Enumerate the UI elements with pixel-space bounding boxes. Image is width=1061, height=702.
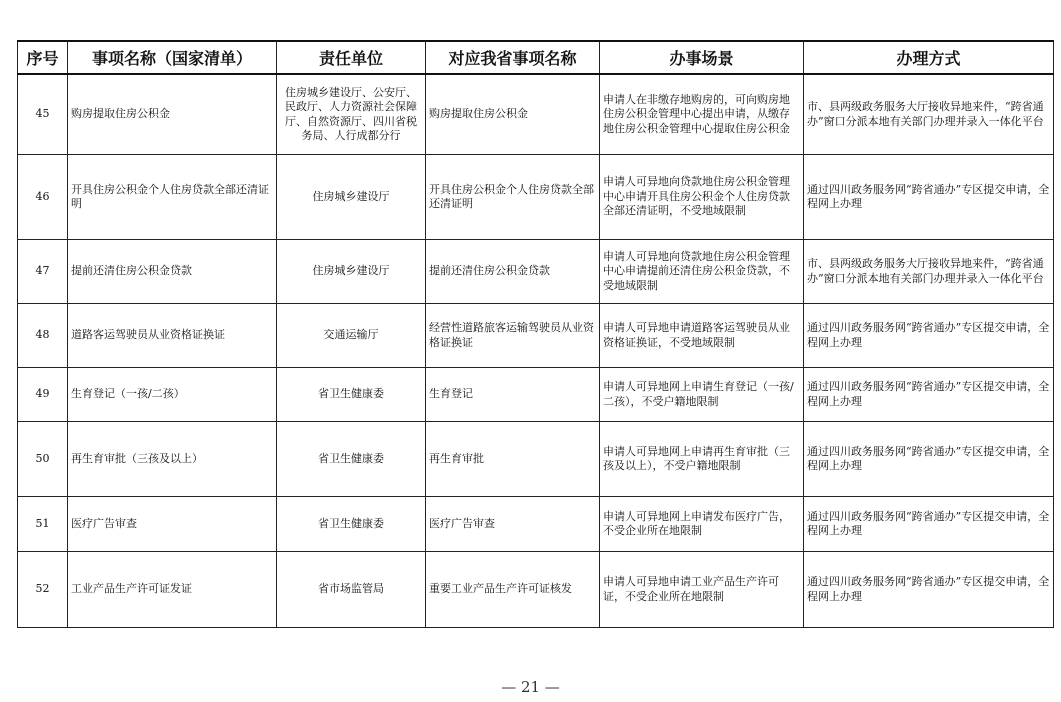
cell-provincial-item: 购房提取住房公积金	[426, 74, 600, 155]
cell-scenario: 申请人可异地网上申请再生育审批（三孩及以上），不受户籍地限制	[600, 422, 804, 497]
cell-provincial-item: 提前还清住房公积金贷款	[426, 240, 600, 304]
cell-item-name: 医疗广告审查	[68, 497, 277, 552]
cell-item-name: 再生育审批（三孩及以上）	[68, 422, 277, 497]
cell-responsible-unit: 省卫生健康委	[277, 368, 426, 422]
cell-item-name: 开具住房公积金个人住房贷款全部还清证明	[68, 155, 277, 240]
cell-responsible-unit: 省市场监管局	[277, 552, 426, 628]
table-row	[18, 155, 1054, 240]
table-row	[18, 304, 1054, 368]
cell-provincial-item: 再生育审批	[426, 422, 600, 497]
cell-serial-no: 48	[18, 304, 68, 368]
header-serial-no: 序号	[18, 41, 68, 74]
cell-item-name: 工业产品生产许可证发证	[68, 552, 277, 628]
cell-method: 通过四川政务服务网“跨省通办”专区提交申请，全程网上办理	[804, 368, 1054, 422]
cell-item-name: 提前还清住房公积金贷款	[68, 240, 277, 304]
cell-provincial-item: 重要工业产品生产许可证核发	[426, 552, 600, 628]
document-page	[17, 40, 1053, 628]
cell-serial-no: 51	[18, 497, 68, 552]
cell-scenario: 申请人可异地网上申请发布医疗广告，不受企业所在地限制	[600, 497, 804, 552]
cell-method: 通过四川政务服务网“跨省通办”专区提交申请，全程网上办理	[804, 155, 1054, 240]
table-row	[18, 497, 1054, 552]
table-row	[18, 240, 1054, 304]
cell-item-name: 道路客运驾驶员从业资格证换证	[68, 304, 277, 368]
page-number: — 21 —	[501, 678, 560, 696]
cell-scenario: 申请人可异地申请道路客运驾驶员从业资格证换证，不受地域限制	[600, 304, 804, 368]
cell-method: 市、县两级政务服务大厅接收异地来件，“跨省通办”窗口分派本地有关部门办理并录入一体化平台	[804, 74, 1054, 155]
cell-serial-no: 50	[18, 422, 68, 497]
cell-method: 市、县两级政务服务大厅接收异地来件，“跨省通办”窗口分派本地有关部门办理并录入一体化平台	[804, 240, 1054, 304]
table-row	[18, 552, 1054, 628]
cell-responsible-unit: 住房城乡建设厅	[277, 155, 426, 240]
cell-item-name: 购房提取住房公积金	[68, 74, 277, 155]
cell-item-name: 生育登记（一孩/二孩）	[68, 368, 277, 422]
cell-serial-no: 52	[18, 552, 68, 628]
cell-serial-no: 46	[18, 155, 68, 240]
cell-provincial-item: 生育登记	[426, 368, 600, 422]
cell-scenario: 申请人在非缴存地购房的，可向购房地住房公积金管理中心提出申请，从缴存地住房公积金管理中心提取住房公积金	[600, 74, 804, 155]
header-provincial-item: 对应我省事项名称	[426, 41, 600, 74]
table-row	[18, 74, 1054, 155]
cell-responsible-unit: 交通运输厅	[277, 304, 426, 368]
cell-method: 通过四川政务服务网“跨省通办”专区提交申请，全程网上办理	[804, 304, 1054, 368]
cell-serial-no: 49	[18, 368, 68, 422]
cell-method: 通过四川政务服务网“跨省通办”专区提交申请，全程网上办理	[804, 552, 1054, 628]
table-row	[18, 422, 1054, 497]
cell-responsible-unit: 住房城乡建设厅、公安厅、民政厅、人力资源社会保障厅、自然资源厅、四川省税务局、人行成都分行	[277, 74, 426, 155]
cell-responsible-unit: 省卫生健康委	[277, 422, 426, 497]
table-header-row	[18, 41, 1054, 74]
cell-provincial-item: 经营性道路旅客运输驾驶员从业资格证换证	[426, 304, 600, 368]
service-items-table	[17, 40, 1054, 628]
cell-responsible-unit: 省卫生健康委	[277, 497, 426, 552]
cell-serial-no: 47	[18, 240, 68, 304]
header-item-name: 事项名称（国家清单）	[68, 41, 277, 74]
header-responsible-unit: 责任单位	[277, 41, 426, 74]
cell-responsible-unit: 住房城乡建设厅	[277, 240, 426, 304]
cell-method: 通过四川政务服务网“跨省通办”专区提交申请，全程网上办理	[804, 422, 1054, 497]
cell-method: 通过四川政务服务网“跨省通办”专区提交申请，全程网上办理	[804, 497, 1054, 552]
cell-provincial-item: 医疗广告审查	[426, 497, 600, 552]
cell-scenario: 申请人可异地向贷款地住房公积金管理中心申请提前还清住房公积金贷款，不受地域限制	[600, 240, 804, 304]
cell-serial-no: 45	[18, 74, 68, 155]
cell-scenario: 申请人可异地申请工业产品生产许可证，不受企业所在地限制	[600, 552, 804, 628]
cell-scenario: 申请人可异地向贷款地住房公积金管理中心申请开具住房公积金个人住房贷款全部还清证明，不受地域限制	[600, 155, 804, 240]
header-method: 办理方式	[804, 41, 1054, 74]
table-row	[18, 368, 1054, 422]
cell-scenario: 申请人可异地网上申请生育登记（一孩/二孩），不受户籍地限制	[600, 368, 804, 422]
header-scenario: 办事场景	[600, 41, 804, 74]
cell-provincial-item: 开具住房公积金个人住房贷款全部还清证明	[426, 155, 600, 240]
